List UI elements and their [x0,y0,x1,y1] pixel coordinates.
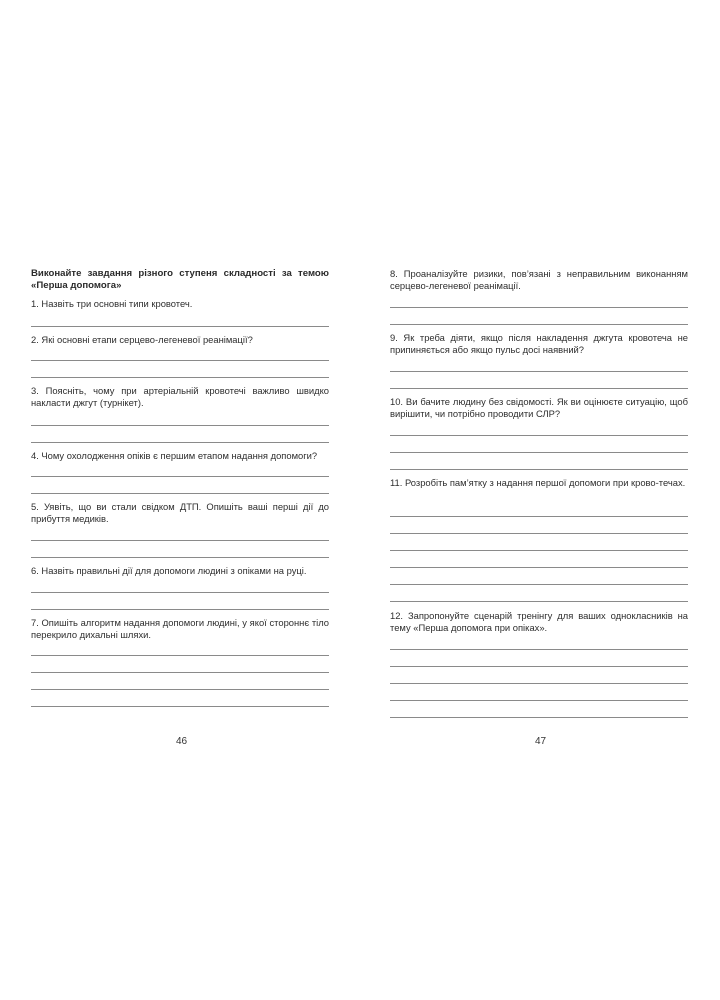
question-7 [31,617,329,641]
answer-line[interactable] [31,655,329,656]
task-heading: Виконайте завдання різного ступеня складності за темою «Перша допомога» [31,268,329,291]
answer-line[interactable] [31,609,329,610]
answer-line[interactable] [31,592,329,593]
answer-line[interactable] [390,683,688,684]
answer-line[interactable] [390,649,688,650]
answer-line[interactable] [390,388,688,389]
question-8 [390,268,688,292]
answer-line[interactable] [31,557,329,558]
answer-line[interactable] [31,493,329,494]
answer-line[interactable] [31,442,329,443]
answer-line[interactable] [390,533,688,534]
question-text: 6. Назвіть правильні дії для допомоги людині з опіками на руці. [31,565,307,576]
question-10 [390,396,688,420]
answer-line[interactable] [390,469,688,470]
question-2 [31,334,329,346]
answer-line[interactable] [390,717,688,718]
left-page [31,268,329,640]
answer-line[interactable] [31,540,329,541]
question-9 [390,332,688,356]
question-text: 9. Як треба діяти, якщо після накладення джгута кровотеча не припиняється або якщо пульс досі наявний? [390,332,688,355]
answer-line[interactable] [390,435,688,436]
answer-line[interactable] [390,567,688,568]
answer-line[interactable] [31,706,329,707]
answer-line[interactable] [31,689,329,690]
question-4 [31,450,329,462]
question-text: 8. Проаналізуйте ризики, пов’язані з неправильним виконанням серцево-легеневої реанімації. [390,268,688,291]
question-6 [31,565,329,577]
answer-line[interactable] [390,550,688,551]
question-12 [390,610,688,634]
answer-line[interactable] [31,476,329,477]
answer-line[interactable] [390,584,688,585]
answer-line[interactable] [31,360,329,361]
answer-line[interactable] [31,326,329,327]
question-text: 1. Назвіть три основні типи кровотеч. [31,298,193,309]
question-1 [31,298,329,310]
answer-line[interactable] [31,377,329,378]
answer-line[interactable] [390,371,688,372]
question-text: 3. Поясніть, чому при артеріальній кровотечі важливо швидко накласти джгут (турнікет). [31,385,329,408]
question-text: 2. Які основні етапи серцево-легеневої реанімації? [31,334,253,345]
answer-line[interactable] [31,425,329,426]
page-number-left: 46 [176,736,188,747]
question-5 [31,501,329,525]
answer-line[interactable] [390,324,688,325]
answer-line[interactable] [390,601,688,602]
page-number-right: 47 [535,736,547,747]
question-text: 11. Розробіть пам’ятку з надання першої допомоги при крово-течах. [390,477,686,488]
question-11 [390,477,688,489]
answer-line[interactable] [390,700,688,701]
answer-line[interactable] [390,452,688,453]
question-text: 10. Ви бачите людину без свідомості. Як ви оцінюєте ситуацію, щоб вирішити, чи потрібно проводити СЛР? [390,396,688,419]
question-text: 4. Чому охолодження опіків є першим етапом надання допомоги? [31,450,318,461]
answer-line[interactable] [390,666,688,667]
answer-line[interactable] [31,672,329,673]
question-text: 12. Запропонуйте сценарій тренінгу для ваших однокласників на тему «Перша допомога при опіках». [390,610,688,633]
question-3 [31,385,329,409]
answer-line[interactable] [390,516,688,517]
question-text: 5. Уявіть, що ви стали свідком ДТП. Опишіть ваші перші дії до прибуття медиків. [31,501,329,524]
answer-line[interactable] [390,307,688,308]
question-text: 7. Опишіть алгоритм надання допомоги людині, у якої стороннє тіло перекрило дихальні шляхи. [31,617,329,640]
